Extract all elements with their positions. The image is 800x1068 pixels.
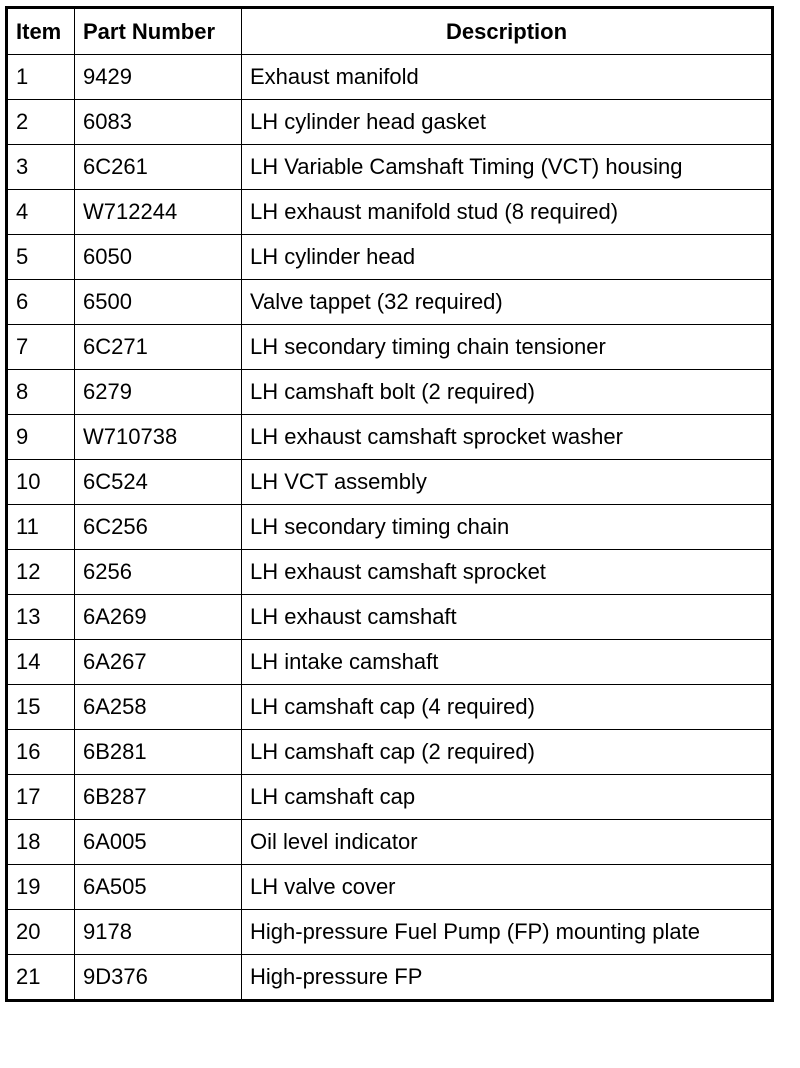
cell-description: LH camshaft bolt (2 required) <box>242 370 773 415</box>
cell-description: Oil level indicator <box>242 820 773 865</box>
cell-description: LH Variable Camshaft Timing (VCT) housing <box>242 145 773 190</box>
cell-description: High-pressure Fuel Pump (FP) mounting plate <box>242 910 773 955</box>
cell-part-number: 6A005 <box>75 820 242 865</box>
parts-table <box>5 6 774 1002</box>
cell-item: 11 <box>7 505 75 550</box>
cell-item: 8 <box>7 370 75 415</box>
table-row <box>7 955 773 1001</box>
cell-part-number: 6B281 <box>75 730 242 775</box>
table-row <box>7 190 773 235</box>
cell-item: 2 <box>7 100 75 145</box>
table-row <box>7 415 773 460</box>
table-row <box>7 505 773 550</box>
header-item: Item <box>7 8 75 55</box>
cell-description: LH intake camshaft <box>242 640 773 685</box>
cell-part-number: W710738 <box>75 415 242 460</box>
cell-item: 21 <box>7 955 75 1001</box>
cell-part-number: 6500 <box>75 280 242 325</box>
cell-item: 14 <box>7 640 75 685</box>
cell-part-number: 6A505 <box>75 865 242 910</box>
cell-part-number: 6C271 <box>75 325 242 370</box>
cell-part-number: 6C524 <box>75 460 242 505</box>
table-row <box>7 100 773 145</box>
cell-description: LH secondary timing chain <box>242 505 773 550</box>
cell-item: 20 <box>7 910 75 955</box>
cell-description: LH exhaust camshaft sprocket <box>242 550 773 595</box>
cell-description: LH camshaft cap (2 required) <box>242 730 773 775</box>
table-row <box>7 775 773 820</box>
table-row <box>7 640 773 685</box>
cell-part-number: 6050 <box>75 235 242 280</box>
cell-description: LH cylinder head gasket <box>242 100 773 145</box>
header-row <box>7 8 773 55</box>
header-part-number: Part Number <box>75 8 242 55</box>
cell-description: LH valve cover <box>242 865 773 910</box>
cell-item: 4 <box>7 190 75 235</box>
cell-part-number: 6083 <box>75 100 242 145</box>
table-row <box>7 55 773 100</box>
cell-part-number: 9429 <box>75 55 242 100</box>
header-description: Description <box>242 8 773 55</box>
cell-part-number: 9178 <box>75 910 242 955</box>
cell-description: Exhaust manifold <box>242 55 773 100</box>
cell-item: 1 <box>7 55 75 100</box>
cell-description: LH camshaft cap <box>242 775 773 820</box>
cell-description: Valve tappet (32 required) <box>242 280 773 325</box>
table-row <box>7 820 773 865</box>
cell-description: LH VCT assembly <box>242 460 773 505</box>
cell-part-number: W712244 <box>75 190 242 235</box>
table-row <box>7 550 773 595</box>
cell-part-number: 6A267 <box>75 640 242 685</box>
cell-description: LH secondary timing chain tensioner <box>242 325 773 370</box>
table-row <box>7 730 773 775</box>
cell-part-number: 6C256 <box>75 505 242 550</box>
cell-part-number: 6256 <box>75 550 242 595</box>
cell-part-number: 9D376 <box>75 955 242 1001</box>
table-row <box>7 910 773 955</box>
table-row <box>7 235 773 280</box>
cell-item: 6 <box>7 280 75 325</box>
cell-item: 16 <box>7 730 75 775</box>
cell-item: 19 <box>7 865 75 910</box>
table-row <box>7 595 773 640</box>
table-row <box>7 685 773 730</box>
cell-item: 17 <box>7 775 75 820</box>
table-row <box>7 280 773 325</box>
cell-part-number: 6B287 <box>75 775 242 820</box>
cell-item: 10 <box>7 460 75 505</box>
table-row <box>7 370 773 415</box>
cell-item: 7 <box>7 325 75 370</box>
table-header <box>7 8 773 55</box>
table-row <box>7 865 773 910</box>
cell-item: 15 <box>7 685 75 730</box>
cell-part-number: 6279 <box>75 370 242 415</box>
cell-part-number: 6C261 <box>75 145 242 190</box>
table-body <box>7 55 773 1001</box>
table-row <box>7 460 773 505</box>
cell-part-number: 6A269 <box>75 595 242 640</box>
cell-description: LH exhaust camshaft <box>242 595 773 640</box>
cell-item: 9 <box>7 415 75 460</box>
cell-description: LH exhaust camshaft sprocket washer <box>242 415 773 460</box>
table-row <box>7 145 773 190</box>
cell-description: LH cylinder head <box>242 235 773 280</box>
cell-item: 12 <box>7 550 75 595</box>
cell-description: LH exhaust manifold stud (8 required) <box>242 190 773 235</box>
cell-description: High-pressure FP <box>242 955 773 1001</box>
cell-item: 18 <box>7 820 75 865</box>
cell-item: 13 <box>7 595 75 640</box>
cell-part-number: 6A258 <box>75 685 242 730</box>
cell-item: 3 <box>7 145 75 190</box>
table-row <box>7 325 773 370</box>
cell-item: 5 <box>7 235 75 280</box>
cell-description: LH camshaft cap (4 required) <box>242 685 773 730</box>
